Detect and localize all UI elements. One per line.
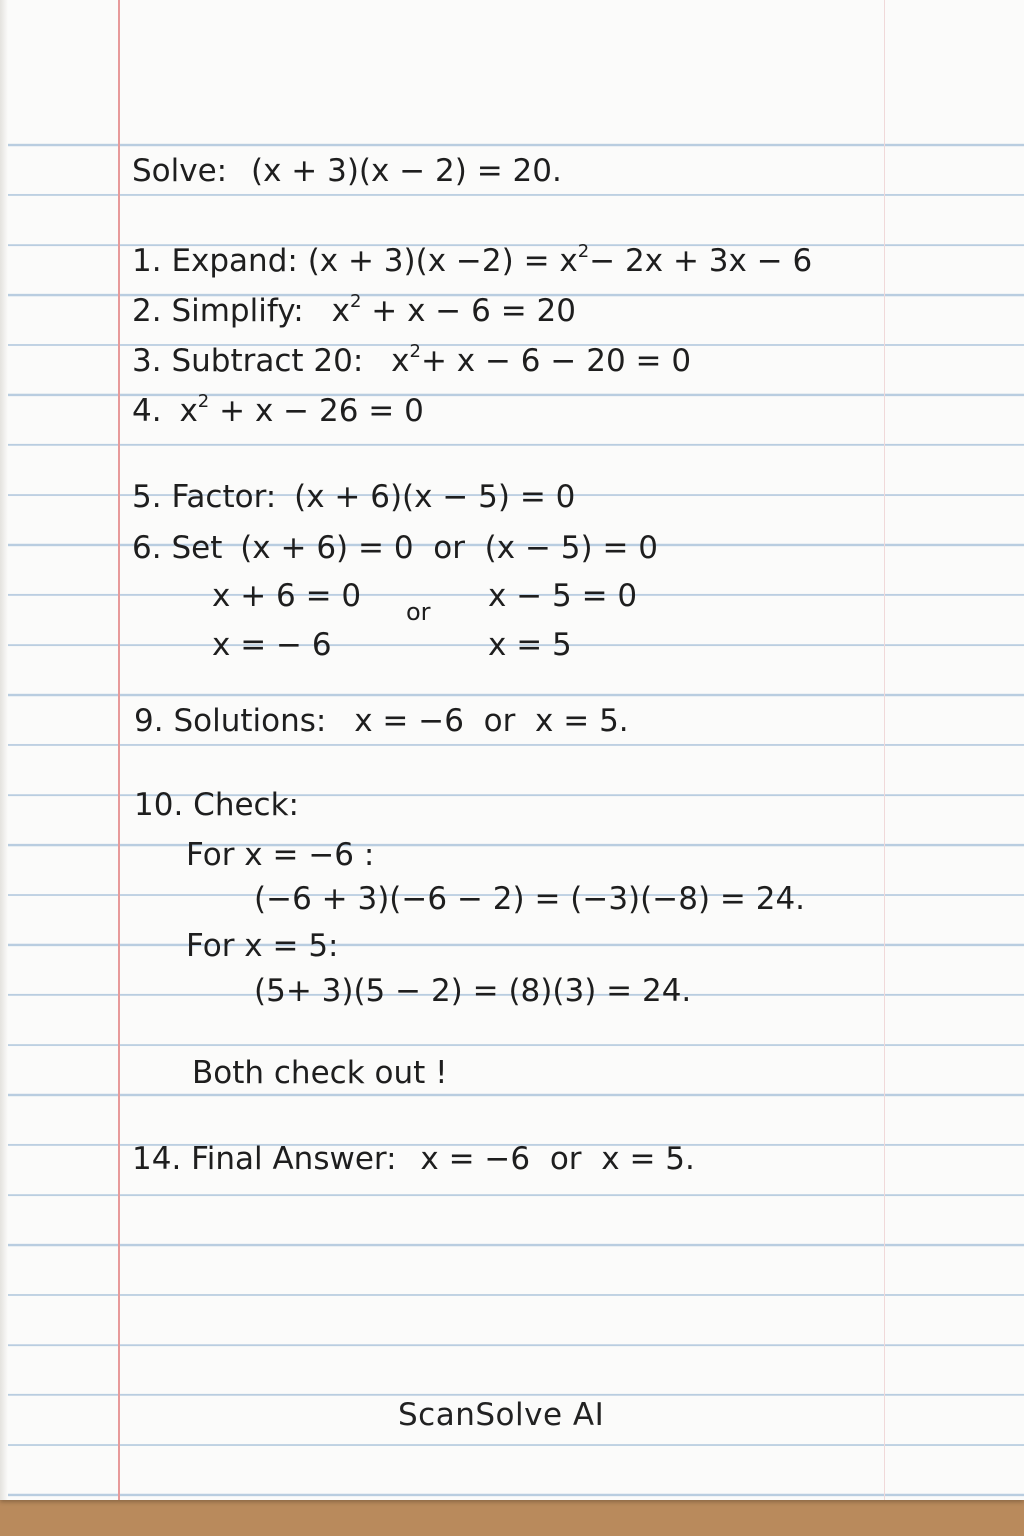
margin-line: [118, 0, 120, 1500]
step-number: 3.: [132, 343, 162, 379]
step-number: 1.: [132, 243, 162, 279]
step-number: 9.: [134, 703, 164, 739]
right-branch-solution: x = 5: [488, 627, 572, 663]
step-number: 6.: [132, 530, 162, 566]
step-1: [132, 241, 813, 279]
step-label: Subtract 20:: [171, 343, 364, 379]
step-9-solutions: [134, 703, 629, 739]
step-number: 4.: [132, 393, 162, 429]
step-label: Simplify:: [171, 293, 304, 329]
right-margin-line: [884, 0, 885, 1500]
step-expression: x = −6 or x = 5.: [354, 703, 629, 739]
step-6: [132, 530, 659, 566]
step-14-final-answer: [132, 1141, 695, 1177]
check-case-1-expression: (−6 + 3)(−6 − 2) = (−3)(−8) = 24.: [254, 881, 806, 917]
left-branch-solution: x = − 6: [212, 627, 332, 663]
step-2: [132, 291, 576, 329]
step-label: Expand:: [171, 243, 298, 279]
problem-label: Solve:: [132, 153, 228, 189]
step-3: [132, 341, 692, 379]
step-number: 2.: [132, 293, 162, 329]
check-case-2-label: For x = 5:: [186, 928, 339, 964]
branch-or: or: [406, 598, 431, 626]
check-case-1-label: For x = −6 :: [186, 837, 375, 873]
right-branch-equation: x − 5 = 0: [488, 578, 638, 614]
step-expression: (x + 6) = 0 or (x − 5) = 0: [240, 530, 659, 566]
page-edge: [0, 0, 8, 1500]
step-expression: $x^2 + x - 6 = 20$: [331, 291, 576, 329]
problem-statement: [132, 153, 562, 189]
step-expression: $(x + 3)(x -2) = x^2- 2x + 3x - 6$: [307, 241, 813, 279]
step-expression: x = −6 or x = 5.: [420, 1141, 695, 1177]
problem-equation: (x + 3)(x − 2) = 20.: [250, 153, 562, 189]
left-branch-equation: x + 6 = 0: [212, 578, 362, 614]
step-label: Solutions:: [173, 703, 327, 739]
step-10-check: [134, 787, 299, 823]
check-conclusion: Both check out !: [192, 1055, 448, 1091]
check-case-2-expression: (5+ 3)(5 − 2) = (8)(3) = 24.: [254, 973, 692, 1009]
step-expression: $x^2+ x - 6 - 20 = 0$: [391, 341, 692, 379]
step-number: 14.: [132, 1141, 182, 1177]
brand-watermark: ScanSolve AI: [398, 1397, 605, 1433]
step-expression: (x + 6)(x − 5) = 0: [294, 479, 576, 515]
step-5: [132, 479, 576, 515]
step-expression: $x^2 + x - 26 = 0$: [179, 391, 424, 429]
step-4: [132, 391, 424, 429]
step-label: Set: [171, 530, 223, 566]
step-number: 10.: [134, 787, 184, 823]
step-label: Factor:: [171, 479, 277, 515]
step-label: Final Answer:: [191, 1141, 397, 1177]
page-top-margin: [0, 0, 1024, 120]
step-label: Check:: [193, 787, 299, 823]
step-number: 5.: [132, 479, 162, 515]
